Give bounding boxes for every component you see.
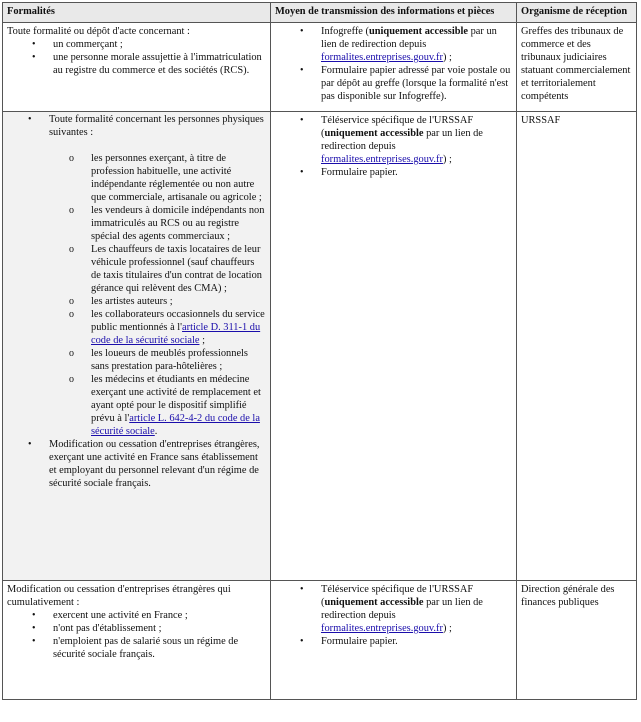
list-item: • Formulaire papier. — [275, 166, 512, 179]
list-item: • n'emploient pas de salarié sous un régime de sécurité sociale français. — [7, 635, 266, 661]
sub-list-item: o les artistes auteurs ; — [69, 295, 266, 308]
list — [3, 112, 270, 490]
list — [7, 38, 266, 77]
sub-list — [69, 152, 266, 438]
cell-formalites — [3, 112, 271, 581]
table-row — [3, 23, 637, 112]
list-item: • une personne morale assujettie à l'immatriculation au registre du commerce et des sociétés (RCS). — [7, 51, 266, 77]
header-row — [3, 3, 637, 23]
list-item: • exercent une activité en France ; — [7, 609, 266, 622]
sub-list-item: o les collaborateurs occasionnels du service public mentionnés à l'article D. 311-1 du code de la sécurité sociale ; — [69, 308, 266, 347]
cell-transmission — [271, 23, 517, 112]
cell-transmission — [271, 581, 517, 700]
cell-formalites — [3, 23, 271, 112]
sub-list-item: o les médecins et étudiants en médecine exerçant une activité de remplacement et ayant opté pour le dispositif simplifié prévu à l'article L. 642-4-2 du code de la sécurité sociale. — [69, 373, 266, 438]
sub-list-item: o les loueurs de meublés professionnels sans prestation para-hôtelières ; — [69, 347, 266, 373]
formalites-link[interactable]: formalites.entreprises.gouv.fr — [321, 623, 443, 634]
formalites-table — [2, 2, 637, 700]
table-row — [3, 112, 637, 581]
list-item: • Formulaire papier adressé par voie postale ou par dépôt au greffe (lorsque la formalité n'est pas disponible sur Infogreffe). — [275, 64, 512, 103]
sub-list-item: o Les chauffeurs de taxis locataires de leur véhicule professionnel (sauf chauffeurs de taxis titulaires d'un contrat de location gérance qui relèvent des CMA) ; — [69, 243, 266, 295]
sub-list-item: o les personnes exerçant, à titre de profession habituelle, une activité indépendante réglementée ou non autre que commerciale, artisanale ou agricole ; — [69, 152, 266, 204]
list-item: • Infogreffe (uniquement accessible par un lien de redirection depuis formalites.entreprises.gouv.fr) ; — [275, 25, 512, 64]
article-d311-1-link[interactable]: article D. 311-1 du code de la sécurité sociale — [91, 322, 261, 346]
cell-organisme: Greffes des tribunaux de commerce et des tribunaux judiciaires statuant commercialement et territorialement compétents — [517, 23, 637, 112]
list-item: • Téléservice spécifique de l'URSSAF (uniquement accessible par un lien de redirection depuis formalites.entreprises.gouv.fr) ; — [275, 583, 512, 635]
document — [2, 2, 636, 700]
list-item: • n'ont pas d'établissement ; — [7, 622, 266, 635]
table-row — [3, 581, 637, 700]
article-l642-4-2-link[interactable]: article L. 642-4-2 du code de la sécurité sociale — [91, 413, 260, 437]
row-intro: Modification ou cessation d'entreprises étrangères qui cumulativement : — [7, 584, 231, 608]
header-transmission: Moyen de transmission des informations et pièces — [271, 3, 517, 23]
list-item: • un commerçant ; — [7, 38, 266, 51]
list-item: • Toute formalité concernant les personnes physiques suivantes : o les personnes exerçant, à titre de profession habituelle, une activité indépendante réglementée ou non autre que commerciale, artisanale ou agricole ; o les vendeurs à domicile indépendants non immatriculés au RCS ou au registre spécial des agents commerciaux ; o Les chauffeurs de taxis locataires de leur véhicule professionnel (sauf chauffeurs de taxis titulaires d'un contrat de location gérance qui relèvent des CMA) ; o les artistes auteurs ; o les collaborateurs occasionnels du service public mentionnés à l'article D. 311-1 du code de la sécurité sociale ; o les loueurs de meublés professionnels sans prestation para-hôtelières ; o les médecins et étudiants en médecine exerçant une activité de remplacement et ayant opté pour le dispositif simplifié prévu à l'article L. 642-4-2 du code de la sécurité sociale. — [3, 113, 266, 438]
list-item: • Modification ou cessation d'entreprises étrangères, exerçant une activité en France sans établissement et employant du personnel relevant d'un régime de sécurité sociale français. — [3, 438, 266, 490]
cell-organisme: URSSAF — [517, 112, 637, 581]
cell-formalites — [3, 581, 271, 700]
row-intro: Toute formalité ou dépôt d'acte concernant : — [7, 26, 190, 37]
list — [275, 114, 512, 179]
sub-list-item: o les vendeurs à domicile indépendants non immatriculés au RCS ou au registre spécial des agents commerciaux ; — [69, 204, 266, 243]
list — [7, 609, 266, 661]
list-item: • Téléservice spécifique de l'URSSAF (uniquement accessible par un lien de redirection depuis formalites.entreprises.gouv.fr) ; — [275, 114, 512, 166]
formalites-link[interactable]: formalites.entreprises.gouv.fr — [321, 154, 443, 165]
formalites-link[interactable]: formalites.entreprises.gouv.fr — [321, 52, 443, 63]
list — [275, 25, 512, 103]
list-item: • Formulaire papier. — [275, 635, 512, 648]
list — [275, 583, 512, 648]
cell-transmission — [271, 112, 517, 581]
cell-organisme: Direction générale des finances publiques — [517, 581, 637, 700]
header-organisme: Organisme de réception — [517, 3, 637, 23]
header-formalites: Formalités — [3, 3, 271, 23]
